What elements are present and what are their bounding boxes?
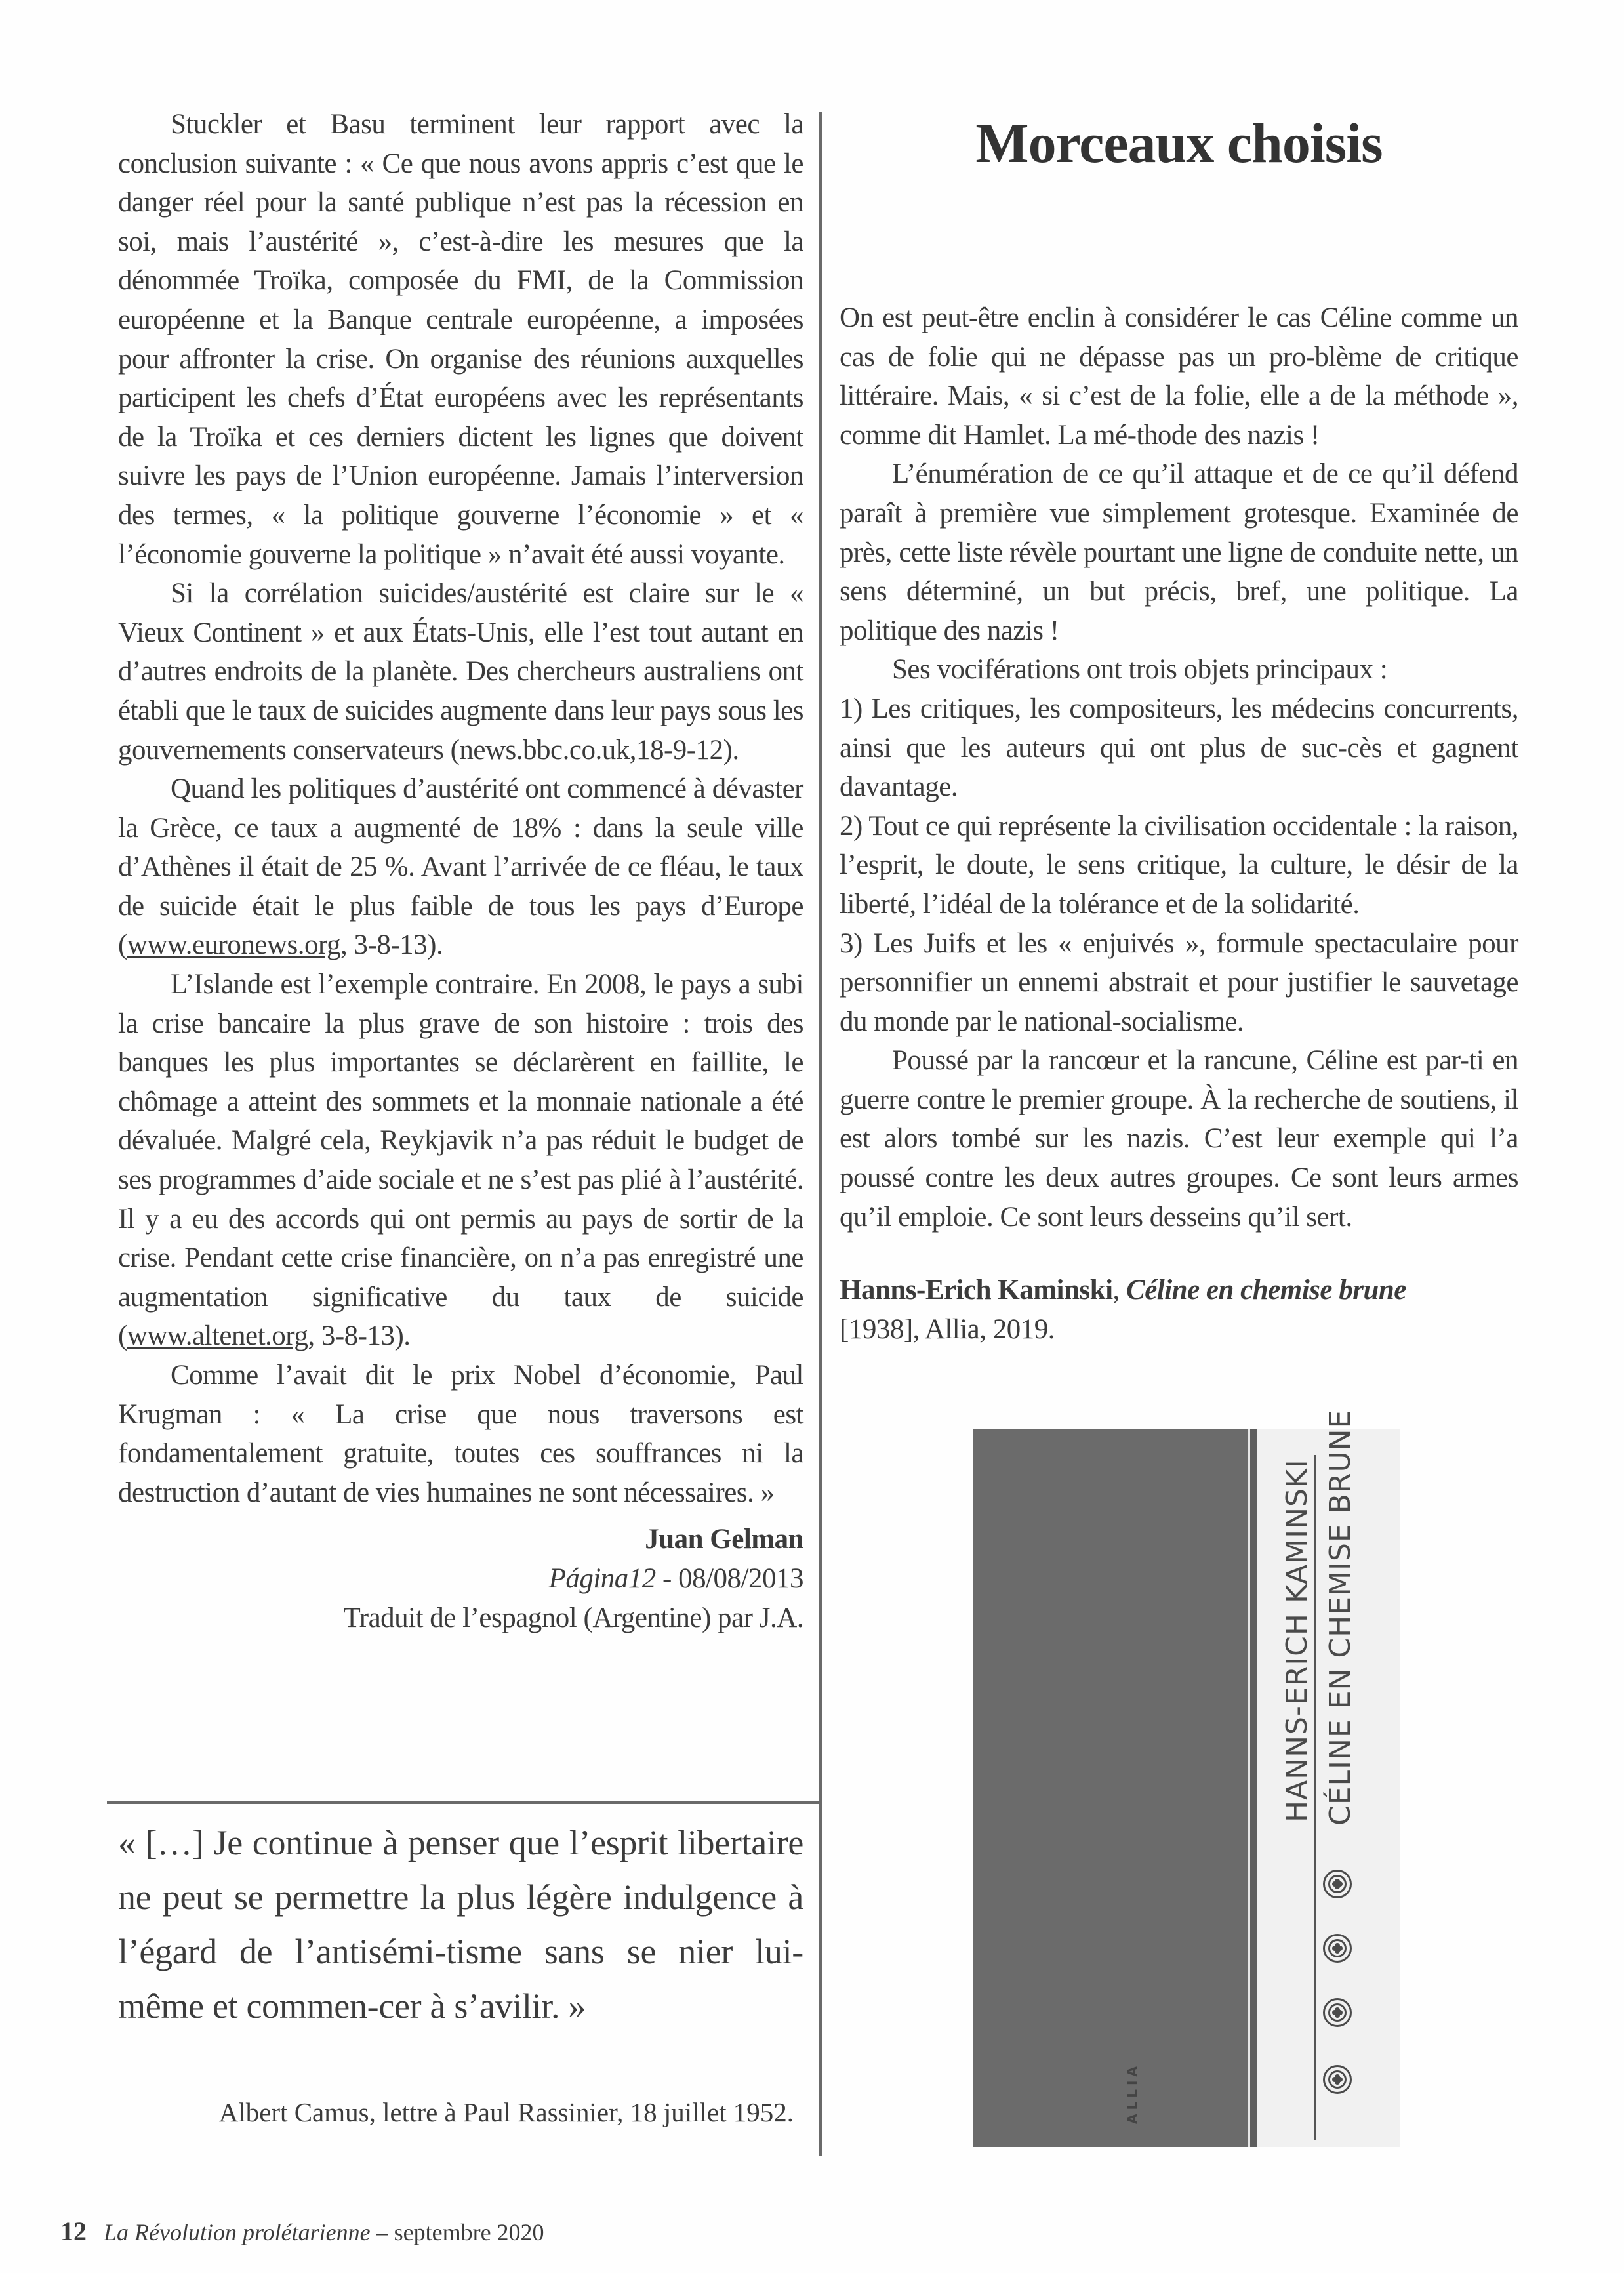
page-footer [60, 2216, 544, 2247]
euronews-link[interactable]: www.euronews.org [127, 930, 341, 961]
paragraph: L’énumération de ce qu’il attaque et de ce qu’il défend paraît à première vue simplement grotesque. Examinée de près, cette liste révèle pourtant une ligne de conduite nette, un sens déterminé, un but précis, bref, une politique. La politique des nazis ! [840, 459, 1518, 646]
paragraph: Si la corrélation suicides/austérité est claire sur le « Vieux Continent » et aux États-Unis, elle l’est tout autant en d’autres endroits de la planète. Des chercheurs australiens ont établi que le taux de suicides augmente dans leur pays sous les gouvernements conservateurs (news.bbc.co.uk,18-9-12). [118, 578, 803, 766]
section-title: Morceaux choisis [975, 112, 1383, 174]
article-signature [118, 1520, 803, 1637]
book-spine-stripe [1250, 1429, 1257, 2147]
paragraph: Quand les politiques d’austérité ont commencé à dévaster la Grèce, ce taux a augmenté de 18% : dans la seule ville d’Athènes il était de 25 %. Avant l’arrivée de ce fléau, le taux de suicide était le plus faible de tous les pays d’Europe (www.euronews.org, 3-8-13). [118, 773, 803, 961]
list-item: 1) Les critiques, les compositeurs, les médecins concurrents, ainsi que les auteurs qui ont plus de suc-cès et gagnent davantage. [840, 693, 1518, 803]
shirt-button-icon [1323, 1934, 1352, 1963]
reference-details: [1938], Allia, 2019. [840, 1313, 1055, 1345]
issue-date: – septembre 2020 [370, 2219, 544, 2245]
paragraph: On est peut-être enclin à considérer le cas Céline comme un cas de folie qui ne dépasse pas un pro-blème de critique littéraire. Mais, « si c’est de la folie, elle a de la méthode », comme dit Hamlet. La mé-thode des nazis ! [840, 302, 1518, 451]
quote-attribution: Albert Camus, lettre à Paul Rassinier, 18 juillet 1952. [218, 2097, 794, 2127]
page-number: 12 [60, 2217, 87, 2246]
book-dark-panel [973, 1429, 1248, 2147]
signature-source: Página12 - 08/08/2013 [548, 1563, 803, 1594]
book-cover-image [973, 1409, 1400, 2147]
list-item: 3) Les Juifs et les « enjuivés », formule spectaculaire pour personnifier un ennemi abstrait et pour justifier le sauvetage du monde par le national-socialisme. [840, 928, 1518, 1037]
shirt-button-icon [1323, 2065, 1352, 2094]
paragraph: L’Islande est l’exemple contraire. En 2008, le pays a subi la crise bancaire la plus grave de son histoire : trois des banques les plus importantes se déclarèrent en faillite, le chômage a atteint des sommets et la monnaie nationale a été dévaluée. Malgré cela, Reykjavik n’a pas réduit le budget de ses programmes d’aide sociale et ne s’est pas plié à l’austérité. Il y a eu des accords qui ont permis au pays de sortir de la crise. Pendant cette crise financière, on n’a pas enregistré une augmentation significative du taux de suicide (www.altenet.org, 3-8-13). [118, 969, 803, 1352]
publication-name: La Révolution prolétarienne [104, 2219, 371, 2245]
paragraph: Comme l’avait dit le prix Nobel d’économie, Paul Krugman : « La crise que nous traversons est fondamentalement gratuite, toutes ces souffrances ni la destruction d’autant de vies humaines ne sont nécessaires. » [118, 1360, 803, 1508]
book-author: HANNS-ERICH KAMINSKI [1280, 1459, 1314, 1822]
book-reference: Hanns-Erich Kaminski, Céline en chemise brune [1938], Allia, 2019. [840, 1275, 1406, 1345]
signature-author: Juan Gelman [645, 1524, 803, 1555]
column-divider [819, 112, 822, 2156]
paragraph: Stuckler et Basu terminent leur rapport avec la conclusion suivante : « Ce que nous avons appris c’est que le danger réel pour la santé publique n’est pas la récession en soi, mais l’austérité », c’est-à-dire les mesures que la dénommée Troïka, composée du FMI, de la Commission européenne et la Banque centrale européenne, a imposées pour affronter la crise. On organise des réunions auxquelles participent les chefs d’État européens avec les représentants de la Troïka et ces derniers dictent les lignes que doivent suivre les pays de l’Union européenne. Jamais l’interversion des termes, « la politique gouverne l’économie » et « l’économie gouverne la politique » n’avait été aussi voyante. [118, 109, 803, 570]
left-article-body [118, 105, 803, 1512]
book-publisher: ALLIA [1124, 2062, 1140, 2124]
paragraph: Ses vociférations ont trois objets principaux : [892, 654, 1388, 686]
book-title: CÉLINE EN CHEMISE BRUNE [1324, 1409, 1357, 1826]
quote-box-border [107, 1801, 822, 1804]
signature-translation: Traduit de l’espagnol (Argentine) par J.A. [343, 1602, 803, 1633]
book-placket-line [1314, 1455, 1316, 2140]
altenet-link[interactable]: www.altenet.org [127, 1321, 308, 1352]
reference-author: Hanns-Erich Kaminski [840, 1275, 1113, 1306]
right-article-body [840, 298, 1518, 1237]
paragraph: Poussé par la rancœur et la rancune, Céline est par-ti en guerre contre le premier groupe. À la recherche de soutiens, il est alors tombé sur les nazis. C’est leur exemple qui l’a poussé contre les deux autres groupes. Ce sont leurs armes qu’il emploie. Ce sont leurs desseins qu’il sert. [840, 1045, 1518, 1233]
right-article [840, 298, 1518, 1349]
quote-text: « […] Je continue à penser que l’esprit libertaire ne peut se permettre la plus légère indulgence à l’égard de l’antisémi-tisme sans se nier lui-même et commen-cer à s’avilir. » [118, 1823, 803, 2026]
shirt-button-icon [1323, 1870, 1352, 1898]
reference-book-title: Céline en chemise brune [1126, 1275, 1406, 1306]
list-item: 2) Tout ce qui représente la civilisation occidentale : la raison, l’esprit, le doute, le sens critique, la culture, le désir de la liberté, l’idéal de la tolérance et de la solidarité. [840, 810, 1518, 920]
left-article [118, 105, 803, 1637]
camus-quote [118, 1816, 803, 2034]
shirt-button-icon [1323, 1998, 1352, 2027]
